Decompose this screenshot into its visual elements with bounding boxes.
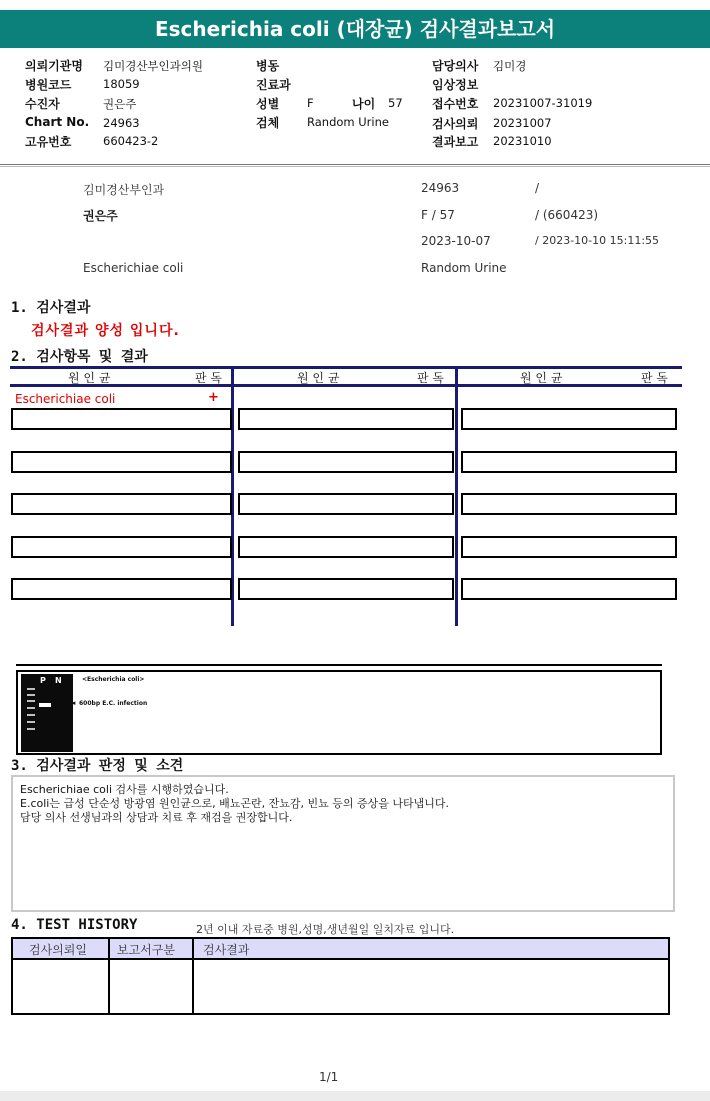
result-cell <box>11 493 232 515</box>
result-cell <box>461 578 677 600</box>
history-table <box>11 937 670 1015</box>
result-cell <box>11 536 232 558</box>
request-value: 20231007 <box>493 116 552 130</box>
gel-band-label: 600bp E.C. infection <box>79 700 148 707</box>
info-chart-no: 24963 <box>421 181 460 195</box>
col-pathogen-1: 원 인 균 <box>68 371 111 385</box>
chart-value: 24963 <box>103 116 140 130</box>
row1-result: + <box>208 390 219 405</box>
gel-positive-band <box>39 703 51 707</box>
result-positive: 검사결과 양성 입니다. <box>31 323 180 339</box>
result-cell <box>461 493 677 515</box>
doctor-value: 김미경 <box>493 59 527 73</box>
reception-value: 20231007-31019 <box>493 96 593 110</box>
hospital-value: 김미경산부인과의원 <box>103 59 203 73</box>
info-uid: / (660423) <box>535 208 599 222</box>
gel-panel <box>16 670 662 755</box>
specimen-label: 검체 <box>256 116 280 130</box>
history-divider-2 <box>192 939 194 1013</box>
result-cell <box>238 493 454 515</box>
info-specimen: Random Urine <box>421 261 507 275</box>
col-judge-1: 판 독 <box>195 371 222 385</box>
page-number: 1/1 <box>319 1070 339 1084</box>
code-value: 18059 <box>103 77 140 91</box>
result-cell <box>461 536 677 558</box>
result-cell <box>461 451 677 473</box>
reception-label: 접수번호 <box>432 97 479 111</box>
info-date-request: 2023-10-07 <box>421 234 491 248</box>
gel-caption: <Escherichia coli> <box>82 676 145 683</box>
request-label: 검사의뢰 <box>432 117 479 131</box>
uid-label: 고유번호 <box>25 135 72 149</box>
gel-lane-p: P <box>40 676 46 685</box>
patient-value: 권은주 <box>103 97 137 111</box>
result-cell <box>238 408 454 430</box>
dept-label: 진료과 <box>256 78 291 92</box>
sex-label: 성별 <box>256 97 280 111</box>
result-cell <box>11 451 232 473</box>
age-value: 57 <box>388 96 403 110</box>
uid-value: 660423-2 <box>103 134 159 148</box>
report-title: Escherichia coli (대장균) 검사결과보고서 <box>0 10 710 48</box>
section-4-title: 4. TEST HISTORY <box>11 917 138 933</box>
chart-label: Chart No. <box>25 115 90 129</box>
comment-line-1: Escherichiae coli 검사를 시행하였습니다. <box>20 783 229 796</box>
section-3-title: 3. 검사결과 판정 및 소견 <box>11 758 184 774</box>
row1-pathogen: Escherichiae coli <box>15 392 116 406</box>
result-cell <box>11 578 232 600</box>
table-top-line <box>10 366 682 369</box>
history-col-date: 검사의뢰일 <box>29 943 87 957</box>
gel-top-line <box>16 664 662 666</box>
result-cell <box>238 536 454 558</box>
history-note: 2년 이내 자료중 병원,성명,생년월일 일치자료 입니다. <box>196 923 455 936</box>
arrow-left-icon: ◄ <box>70 699 76 707</box>
code-label: 병원코드 <box>25 78 72 92</box>
table-header-line <box>10 384 682 387</box>
info-sex-age: F / 57 <box>421 208 455 222</box>
section-1-title: 1. 검사결과 <box>11 300 91 316</box>
age-label: 나이 <box>352 97 376 111</box>
patient-label: 수진자 <box>25 97 60 111</box>
sex-value: F <box>307 96 314 110</box>
page-bottom-strip <box>0 1091 710 1101</box>
history-col-result: 검사결과 <box>203 943 250 957</box>
info-date-report: / 2023-10-10 15:11:55 <box>535 234 660 247</box>
history-divider-1 <box>108 939 110 1013</box>
result-cell <box>11 408 232 430</box>
hospital-label: 의뢰기관명 <box>25 59 83 73</box>
history-col-type: 보고서구분 <box>117 943 175 957</box>
info-slash: / <box>535 181 540 195</box>
gel-electrophoresis-image <box>21 674 76 752</box>
gel-lane-n: N <box>55 676 62 685</box>
specimen-value: Random Urine <box>307 115 389 129</box>
history-header-row <box>13 939 668 960</box>
comment-line-3: 담당 의사 선생님과의 상담과 치료 후 재검을 권장합니다. <box>20 811 293 824</box>
header-divider <box>0 164 710 165</box>
ward-label: 병동 <box>256 59 280 73</box>
result-cell <box>238 451 454 473</box>
doctor-label: 담당의사 <box>432 59 479 73</box>
header-divider-shadow <box>0 166 710 167</box>
result-cell <box>238 578 454 600</box>
comment-box <box>11 775 675 912</box>
clinical-label: 임상정보 <box>432 78 479 92</box>
report-label: 결과보고 <box>432 135 479 149</box>
col-pathogen-3: 원 인 균 <box>520 371 563 385</box>
clinic-name: 김미경산부인과 <box>83 183 165 197</box>
table-divider-2 <box>455 366 458 626</box>
section-2-title: 2. 검사항목 및 결과 <box>11 349 148 365</box>
info-organism: Escherichiae coli <box>83 261 184 275</box>
result-cell <box>461 408 677 430</box>
col-judge-2: 판 독 <box>417 371 444 385</box>
col-pathogen-2: 원 인 균 <box>297 371 340 385</box>
info-patient: 권은주 <box>83 209 118 223</box>
col-judge-3: 판 독 <box>641 371 668 385</box>
report-value: 20231010 <box>493 134 552 148</box>
comment-line-2: E.coli는 급성 단순성 방광염 원인균으로, 배뇨곤란, 잔뇨감, 빈뇨 등의 증상을 나타냅니다. <box>20 797 449 810</box>
